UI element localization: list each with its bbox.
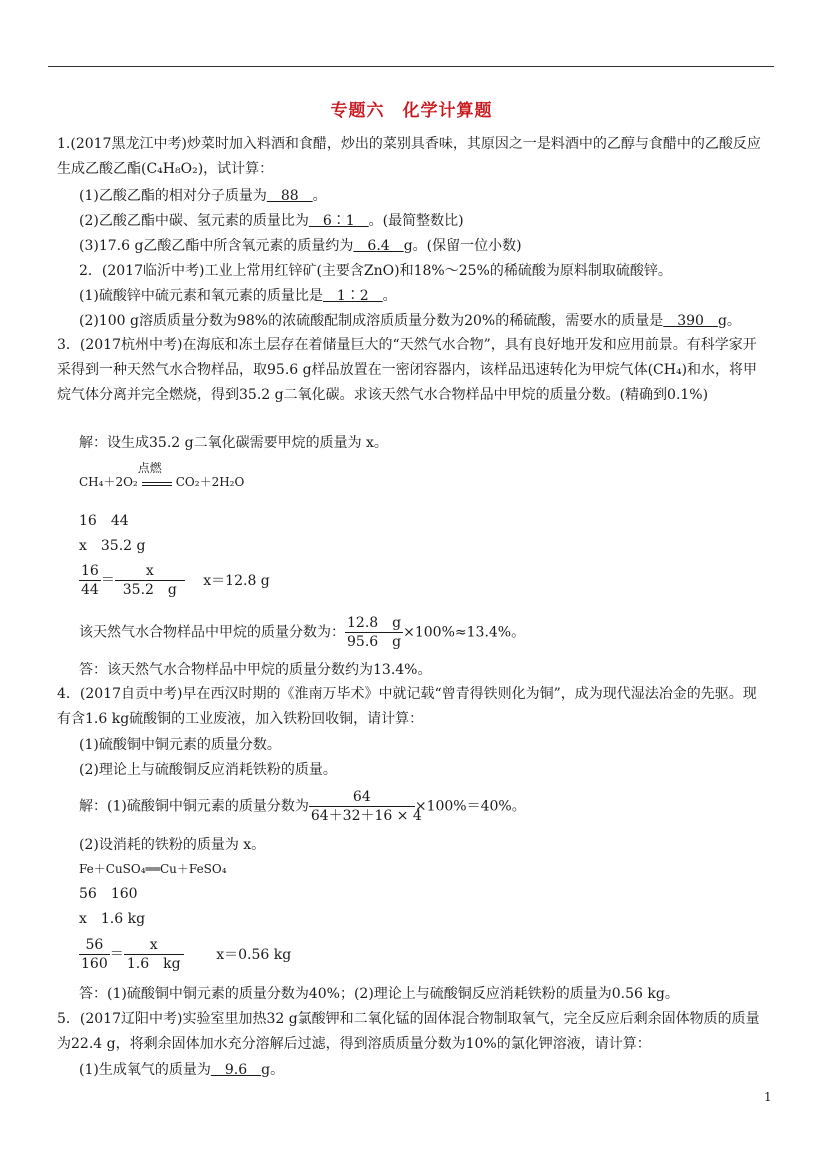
- q3-mass-ratio: 16 44: [79, 513, 129, 529]
- q3-solution-setup: 解：设生成35.2 g二氧化碳需要甲烷的质量为 x。: [79, 435, 388, 451]
- page-title: 专题六 化学计算题: [330, 101, 493, 121]
- q4-mass-ratio: 56 160: [79, 886, 138, 902]
- fraction: $\frac{16}{44}$: [81, 563, 99, 598]
- fraction: $\frac{x}{1.6 kg}$: [124, 936, 184, 973]
- q4-part1: (1)硫酸铜中铜元素的质量分数。: [79, 737, 281, 753]
- q3-equation: CH₄＋2O₂ 点燃 CO₂＋2H₂O: [79, 461, 245, 489]
- q4-solution-1: 解：(1)硫酸铜中铜元素的质量分数为 $\frac{64}{64+32+16 \times 4}$ ×100%＝40%。: [79, 789, 526, 824]
- q1-part2: (2)乙酸乙酯中碳、氢元素的质量比为 6∶1 。(最简整数比): [79, 213, 464, 229]
- page-number: 1: [764, 1090, 772, 1104]
- q4-part2: (2)理论上与硫酸铜反应消耗铁粉的质量。: [79, 762, 337, 778]
- q4-equation: Fe＋CuSO₄══Cu＋FeSO₄: [79, 862, 227, 876]
- q3-intro: 3．(2017杭州中考)在海底和冻土层存在着储量巨大的“天然气水合物”，具有良好地开发和应用前景。有科学家开采得到一种天然气水合物样品，取95.6 g样品放置在一密闭容器内，该样品迅速转化为甲烷气体(CH₄)和水，将甲烷气体分离并完全燃烧，得到35.2 g二氧化碳。求该天然气水合物样品中甲烷的质量分数。(精确到0.1%): [57, 337, 758, 403]
- reaction-arrow: 点燃: [142, 474, 172, 486]
- q1-intro: 1.(2017黑龙江中考)炒菜时加入料酒和食醋，炒出的菜别具香味，其原因之一是料酒中的乙醇与食醋中的乙酸反应生成乙酸乙酯(C₄H₈O₂)，试计算：: [57, 136, 761, 177]
- q2-part1: (1)硫酸锌中硫元素和氧元素的质量比是 1∶2 。: [79, 288, 397, 304]
- q3-percentage: 该天然气水合物样品中甲烷的质量分数为： $\frac{12.8 g}{95.6 g}$ ×100%≈13.4%。: [79, 615, 526, 650]
- fraction: $\frac{x}{35.2 g}$: [115, 562, 185, 599]
- q4-intro: 4．(2017自贡中考)早在西汉时期的《淮南万毕术》中就记载“曾青得铁则化为铜”，成为现代湿法冶金的先驱。现有含1.6 kg硫酸铜的工业废液，加入铁粉回收铜，请计算：: [57, 686, 757, 727]
- q4-solution-2: (2)设消耗的铁粉的质量为 x。: [79, 837, 266, 853]
- q1-part1: (1)乙酸乙酯的相对分子质量为 88 。: [79, 188, 327, 204]
- q3-mass-values: x 35.2 g: [79, 538, 146, 554]
- q4-proportion: $\frac{56}{160}$ ＝ $\frac{x}{1.6 kg}$ x＝0.56 kg: [81, 937, 292, 972]
- fraction: $\frac{56}{160}$: [81, 937, 108, 972]
- q3-answer: 答：该天然气水合物样品中甲烷的质量分数约为13.4%。: [79, 662, 432, 678]
- q3-proportion: $\frac{16}{44}$ ＝ $\frac{x}{35.2 g}$ x＝12.8 g: [81, 563, 270, 598]
- header-rule: [48, 66, 774, 67]
- q4-answer: 答：(1)硫酸铜中铜元素的质量分数为40%；(2)理论上与硫酸铜反应消耗铁粉的质量为0.56 kg。: [79, 986, 679, 1002]
- q2-part2: (2)100 g溶质质量分数为98%的浓硫酸配制成溶质质量分数为20%的稀硫酸，需要水的质量是 390 g。: [79, 313, 741, 329]
- q2-intro: 2．(2017临沂中考)工业上常用红锌矿(主要含ZnO)和18%～25%的稀硫酸为原料制取硫酸锌。: [79, 263, 672, 279]
- q4-mass-values: x 1.6 kg: [79, 911, 146, 927]
- fraction: $\frac{12.8 g}{95.6 g}$: [347, 615, 402, 650]
- q5-intro: 5．(2017辽阳中考)实验室里加热32 g氯酸钾和二氧化锰的固体混合物制取氧气，完全反应后剩余固体物质的质量为22.4 g，将剩余固体加水充分溶解后过滤，得到溶质质量分数为10%的氯化钾溶液，请计算：: [57, 1011, 760, 1052]
- q1-part3: (3)17.6 g乙酸乙酯中所含氧元素的质量约为 6.4 g。(保留一位小数): [79, 238, 522, 254]
- fraction: $\frac{64}{64+32+16 \times 4}$: [310, 789, 422, 824]
- q5-part1: (1)生成氧气的质量为 9.6 g。: [79, 1062, 285, 1078]
